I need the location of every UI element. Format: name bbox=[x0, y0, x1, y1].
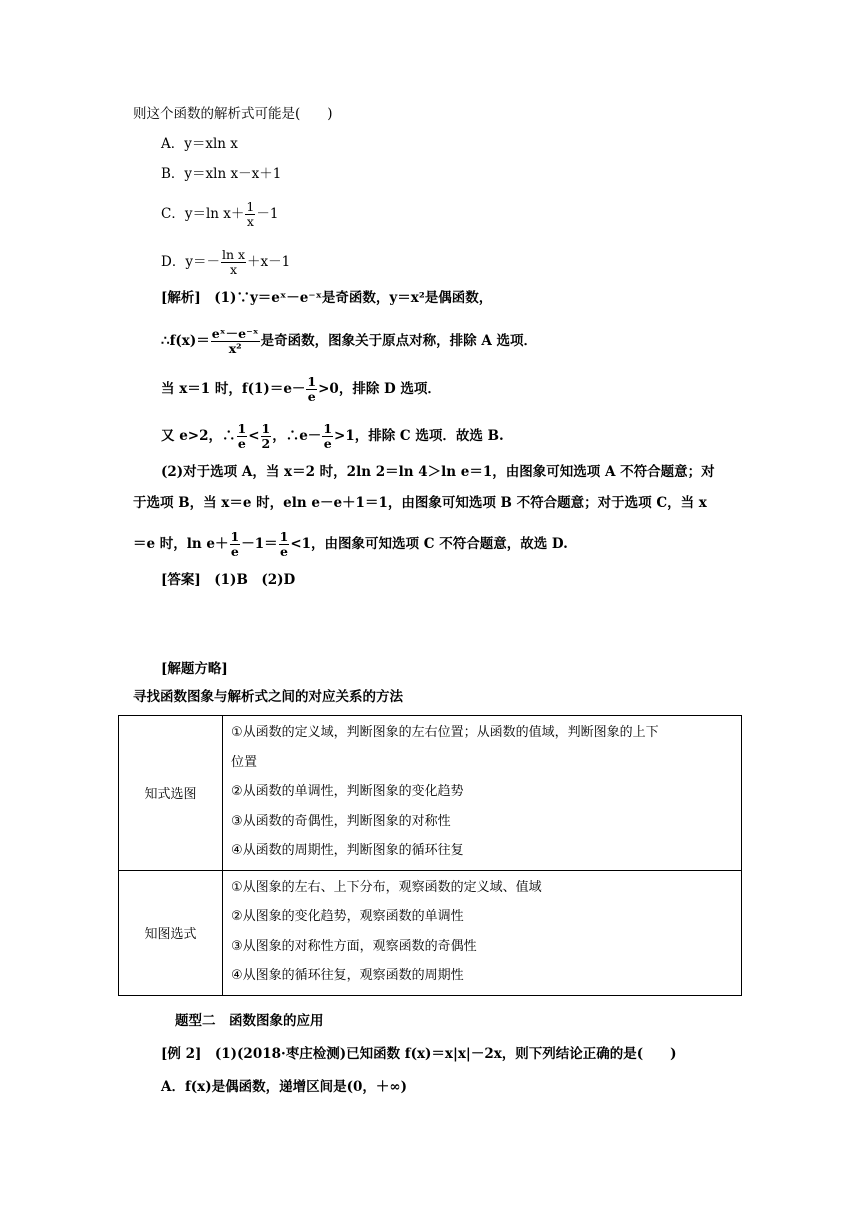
analysis-line-3-suffix: >0，排除 D 选项． bbox=[318, 381, 441, 397]
example-text: (1)(2018·枣庄检测)已知函数 f(x)＝x|x|－2x，则下列结论正确的是( ) bbox=[214, 1046, 677, 1062]
analysis-text-1: (1)∵y＝eˣ－e⁻ˣ是奇函数，y＝x²是偶函数， bbox=[214, 290, 493, 306]
option-d-fraction bbox=[221, 248, 246, 277]
analysis-line-3-numerator: 1 bbox=[307, 374, 317, 389]
analysis-part2-line-3-numerator-1: 1 bbox=[230, 529, 240, 544]
strategy-row-head: 知图选式 bbox=[119, 870, 223, 995]
analysis-line-2-prefix: ∴f(x)＝ bbox=[161, 333, 210, 349]
example-label: [例 2] bbox=[161, 1046, 202, 1062]
strategy-row-head: 知式选图 bbox=[119, 716, 223, 871]
example-line bbox=[161, 1044, 677, 1064]
analysis-part2-line-1: (2)对于选项 A，当 x＝2 时，2ln 2＝ln 4＞ln e＝1，由图象可知选项 A 不符合题意；对 bbox=[161, 464, 715, 480]
analysis-line-3-denominator: e bbox=[307, 389, 316, 404]
option-c-prefix: C．y＝ln x＋ bbox=[161, 206, 245, 222]
strategy-row-graph-to-formula bbox=[119, 870, 742, 995]
strategy-subtitle: 寻找函数图象与解析式之间的对应关系的方法 bbox=[133, 689, 403, 705]
analysis-line-4-mid-2: ，∴e－ bbox=[272, 428, 322, 444]
answer-text: (1)B (2)D bbox=[214, 572, 296, 588]
analysis-part2-line-3-denominator-2: e bbox=[280, 544, 288, 559]
analysis-part2-line-2: 于选项 B，当 x＝e 时，eln e－e＋1＝1，由图象可知选项 B 不符合题意；对于选项 C，当 x bbox=[133, 495, 707, 511]
analysis-line-4-fraction-3 bbox=[322, 422, 333, 451]
analysis-part2-line-3-fraction-2 bbox=[279, 530, 290, 559]
section-title: 题型二 函数图象的应用 bbox=[175, 1013, 324, 1029]
strategy-item: ④从函数的周期性，判断图象的循环往复 bbox=[231, 843, 464, 858]
analysis-part2-line-3-numerator-2: 1 bbox=[279, 529, 289, 544]
analysis-line-2-numerator: eˣ－e⁻ˣ bbox=[211, 326, 259, 341]
strategy-item: ④从图象的循环往复，观察函数的周期性 bbox=[231, 968, 464, 983]
strategy-row-items bbox=[223, 870, 742, 995]
analysis-line-4-denominator-3: e bbox=[323, 436, 332, 451]
analysis-line-4-fraction-2 bbox=[261, 422, 272, 451]
option-d-denominator: x bbox=[229, 262, 238, 277]
strategy-item: ③从函数的奇偶性，判断图象的对称性 bbox=[231, 813, 451, 829]
analysis-line-4-numerator-3: 1 bbox=[323, 421, 333, 436]
question-stem: 则这个函数的解析式可能是( ) bbox=[133, 106, 333, 122]
analysis-part2-line-3-suffix: <1，由图象可知选项 C 不符合题意，故选 D. bbox=[290, 536, 568, 552]
option-c-numerator: 1 bbox=[246, 199, 255, 214]
option-c-suffix: －1 bbox=[256, 206, 279, 222]
analysis-line-4-mid-1: < bbox=[248, 428, 260, 444]
strategy-table bbox=[118, 715, 742, 996]
answer-label: [答案] bbox=[161, 572, 201, 588]
analysis-line-4-numerator-2: 1 bbox=[261, 421, 271, 436]
option-d-numerator: ln x bbox=[221, 247, 246, 262]
analysis-line-3-fraction bbox=[306, 375, 317, 404]
strategy-item: ①从图象的左右、上下分布，观察函数的定义域、值域 bbox=[231, 879, 542, 895]
option-d-prefix: D．y＝－ bbox=[161, 254, 220, 270]
strategy-item: 位置 bbox=[231, 754, 258, 770]
option-a: A．y＝xln x bbox=[161, 136, 238, 152]
option-d-suffix: ＋x－1 bbox=[247, 254, 291, 270]
analysis-line-4-numerator-1: 1 bbox=[237, 421, 247, 436]
analysis-line-4-suffix: >1，排除 C 选项．故选 B. bbox=[334, 428, 504, 444]
analysis-part2-line-3-mid: －1＝ bbox=[241, 536, 278, 552]
analysis-label: [解析] bbox=[161, 290, 201, 306]
analysis-line-4-prefix: 又 e>2，∴ bbox=[161, 428, 236, 444]
example-option-a: A．f(x)是偶函数，递增区间是(0，＋∞) bbox=[161, 1079, 408, 1095]
analysis-part2-line-3 bbox=[133, 530, 568, 559]
analysis-line-4-fraction-1 bbox=[237, 422, 248, 451]
analysis-line-2 bbox=[161, 327, 537, 356]
analysis-part2-line-3-denominator-1: e bbox=[230, 544, 239, 559]
answer-line bbox=[161, 570, 295, 590]
strategy-item: ②从函数的单调性，判断图象的变化趋势 bbox=[231, 784, 464, 799]
option-c-fraction bbox=[245, 200, 255, 229]
option-d bbox=[161, 248, 290, 277]
strategy-item: ②从图象的变化趋势，观察函数的单调性 bbox=[231, 909, 464, 924]
option-c bbox=[161, 200, 278, 229]
analysis-part2-line-3-prefix: ＝e 时，ln e＋ bbox=[133, 536, 229, 552]
analysis-line-2-denominator: x² bbox=[228, 341, 242, 356]
analysis-line-3-prefix: 当 x＝1 时，f(1)＝e－ bbox=[161, 381, 306, 397]
strategy-title: [解题方略] bbox=[161, 661, 228, 677]
analysis-line-2-fraction bbox=[211, 327, 260, 356]
analysis-line-4 bbox=[161, 422, 504, 451]
analysis-part2-line-3-fraction-1 bbox=[230, 530, 241, 559]
analysis-line-1 bbox=[161, 288, 492, 308]
analysis-line-2-suffix: 是奇函数，图象关于原点对称，排除 A 选项． bbox=[260, 333, 537, 349]
strategy-item: ①从函数的定义域，判断图象的左右位置；从函数的值域，判断图象的上下 bbox=[231, 725, 659, 740]
analysis-line-3 bbox=[161, 375, 441, 404]
option-c-denominator: x bbox=[246, 214, 254, 229]
strategy-item: ③从图象的对称性方面，观察函数的奇偶性 bbox=[231, 938, 477, 954]
strategy-row-items bbox=[223, 716, 742, 871]
strategy-row-formula-to-graph bbox=[119, 716, 742, 871]
option-b: B．y＝xln x－x＋1 bbox=[161, 166, 282, 182]
analysis-line-4-denominator-2: 2 bbox=[261, 436, 271, 451]
analysis-line-4-denominator-1: e bbox=[237, 436, 246, 451]
